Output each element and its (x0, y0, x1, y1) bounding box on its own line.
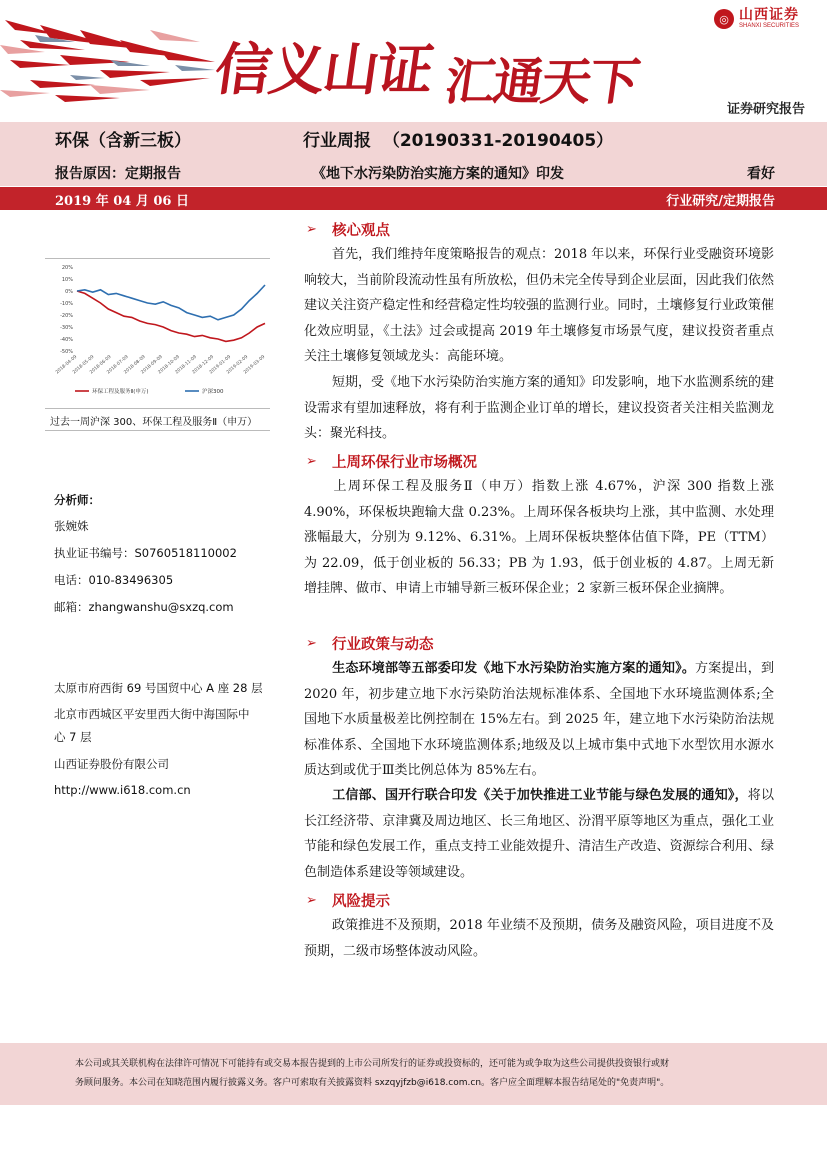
risk-paragraph: 政策推进不及预期，2018 年业绩不及预期，债务及融资风险，项目进度不及预期，二级市场整体波动风险。 (304, 918, 774, 959)
report-type-label: 证券研究报告 (726, 102, 805, 117)
y-tick-label: -40% (60, 337, 73, 343)
section-policy-heading (306, 633, 434, 654)
bullet-arrow-icon: ➢ (306, 893, 317, 908)
logo-icon: ◎ (714, 9, 734, 29)
logo-name-en: SHANXI SECURITIES (739, 23, 800, 29)
section-title: 上周环保行业市场概况 (332, 455, 477, 471)
legend-label: 沪深300 (202, 389, 224, 395)
industry-label: 环保（含新三板） (55, 131, 191, 151)
company-website[interactable]: http://www.i618.com.cn (54, 783, 191, 797)
x-tick-label: 2019-01-09 (208, 354, 233, 376)
x-tick-label: 2018-05-09 (72, 354, 96, 376)
slogan-part1: 信义山证 (210, 38, 436, 103)
analyst-license: 执业证书编号：S0760518110002 (54, 546, 237, 560)
section-title: 风险提示 (332, 894, 390, 910)
analyst-heading: 分析师： (54, 493, 100, 507)
series-line (77, 285, 265, 320)
analyst-phone: 电话：010-83496305 (54, 573, 174, 587)
x-tick-label: 2018-12-09 (191, 354, 216, 376)
analyst-email[interactable]: 邮箱：zhangwanshu@sxzq.com (54, 600, 234, 614)
policy-paragraph-2: 工信部、国开行联合印发《关于加快推进工业节能与绿色发展的通知》，将以长江经济带、京津冀及周边地区、长三角地区、汾渭平原等地区为重点，强化工业节能和绿色发展工作，重点支持工业能效提升、清洁生产改造、资源综合利用、绿色制造体系建设等领域建设。 (304, 788, 774, 880)
x-tick-label: 2018-06-09 (89, 354, 113, 376)
x-tick-label: 2018-04-09 (55, 354, 79, 376)
series-line (77, 291, 265, 341)
section-market-heading (306, 451, 477, 472)
report-title: 行业周报 （20190331-20190405） (303, 131, 614, 151)
core-paragraph-2: 短期，受《地下水污染防治实施方案的通知》印发影响，地下水监测系统的建设需求有望加速释放，将有利于监测企业订单的增长，建议投资者关注相关监测龙头：聚光科技。 (304, 375, 775, 441)
legend-label: 环保工程及服务Ⅱ(申万) (92, 389, 149, 395)
analyst-name: 张婉姝 (54, 519, 89, 533)
x-tick-label: 2018-07-09 (106, 354, 130, 376)
chart-svg (45, 259, 270, 407)
y-tick-label: -30% (60, 325, 73, 331)
bullet-arrow-icon: ➢ (306, 454, 317, 469)
section-risk-heading (306, 890, 390, 911)
y-tick-label: 10% (61, 277, 73, 283)
address-beijing-cont: 心 7 层 (54, 730, 92, 744)
company-logo (714, 8, 799, 30)
logo-name-cn: 山西证券 (739, 7, 799, 23)
caption-divider (45, 430, 270, 431)
section-core-heading (306, 219, 390, 240)
address-beijing: 北京市西城区平安里西大街中海国际中 (54, 707, 250, 721)
disclaimer-line-1: 本公司或其关联机构在法律许可情况下可能持有或交易本报告提到的上市公司所发行的证券或投资标的，还可能为或争取为这些公司提供投资银行或财 (75, 1059, 670, 1069)
y-tick-label: -20% (60, 313, 73, 319)
report-subtitle: 《地下水污染防治实施方案的通知》印发 (312, 166, 564, 182)
bullet-arrow-icon: ➢ (306, 636, 317, 651)
x-tick-label: 2019-03-09 (243, 354, 267, 376)
y-tick-label: 20% (61, 265, 73, 271)
x-tick-label: 2018-09-09 (140, 354, 164, 376)
x-tick-label: 2018-10-09 (157, 354, 181, 376)
section-title: 核心观点 (332, 223, 390, 239)
y-tick-label: -50% (60, 349, 73, 355)
slogan-part2: 汇通天下 (441, 53, 642, 111)
report-category: 行业研究/定期报告 (666, 194, 775, 209)
company-name: 山西证券股份有限公司 (54, 757, 169, 771)
report-date: 2019 年 04 月 06 日 (55, 194, 189, 209)
report-reason: 报告原因：定期报告 (55, 166, 181, 182)
x-tick-label: 2018-08-09 (123, 354, 147, 376)
policy-paragraph-1: 生态环境部等五部委印发《地下水污染防治实施方案的通知》。方案提出，到 2020 年，初步建立地下水污染防治法规标准体系、全国地下水环境监测体系;全国地下水质量极差比例控制在 15%左右。到 2025 年，建立地下水污染防治法规标准体系、全国地下水环境监测体系;地级及以上城市集中式地下水型饮用水源水质达到或优于Ⅲ类比例总体为 85%左右。 (304, 661, 774, 778)
market-paragraph: 上周环保工程及服务Ⅱ（申万）指数上涨 4.67%，沪深 300 指数上涨 4.90%，环保板块跑输大盘 0.23%。上周环保各板块均上涨，其中监测、水处理涨幅最大，分别为 9.12%、6.31%。上周环保板块整体估值下降，PE（TTM）为 22.09，低于创业板的 56.33；PB 为 1.93，低于创业板的 4.87。上周无新增挂牌、做市、申请上市辅导新三板环保企业；2 家新三板环保企业摘牌。 (304, 479, 774, 596)
caption-divider (45, 408, 270, 409)
address-taiyuan: 太原市府西街 69 号国贸中心 A 座 28 层 (54, 681, 263, 695)
y-tick-label: 0% (65, 289, 73, 295)
core-paragraph-1: 首先，我们维持年度策略报告的观点：2018 年以来，环保行业受融资环境影响较大，当前阶段流动性虽有所放松，但仍未完全传导到企业层面，因此我们依然建议关注资产稳定性和经营稳定性均较强的监测行业。同时，土壤修复行业政策催化效应明显，《土法》过会或提高 2019 年土壤修复市场景气度，建议投资者重点关注土壤修复领域龙头：高能环境。 (304, 247, 774, 364)
rating-label: 看好 (747, 166, 775, 182)
performance-chart (45, 258, 270, 406)
y-tick-label: -10% (60, 301, 73, 307)
bullet-arrow-icon: ➢ (306, 222, 317, 237)
page-header (0, 0, 827, 122)
x-tick-label: 2019-02-09 (225, 354, 250, 376)
disclaimer-line-2: 务顾问服务。本公司在知晓范围内履行披露义务。客户可索取有关披露资料 sxzqyjfzb@i618.com.cn。客户应全面理解本报告结尾处的"免责声明"。 (75, 1078, 670, 1088)
disclaimer-text (75, 1055, 765, 1093)
section-title: 行业政策与动态 (332, 637, 434, 653)
chart-caption: 过去一周沪深 300、环保工程及服务Ⅱ（申万） (50, 417, 258, 428)
x-tick-label: 2018-11-09 (174, 354, 198, 376)
